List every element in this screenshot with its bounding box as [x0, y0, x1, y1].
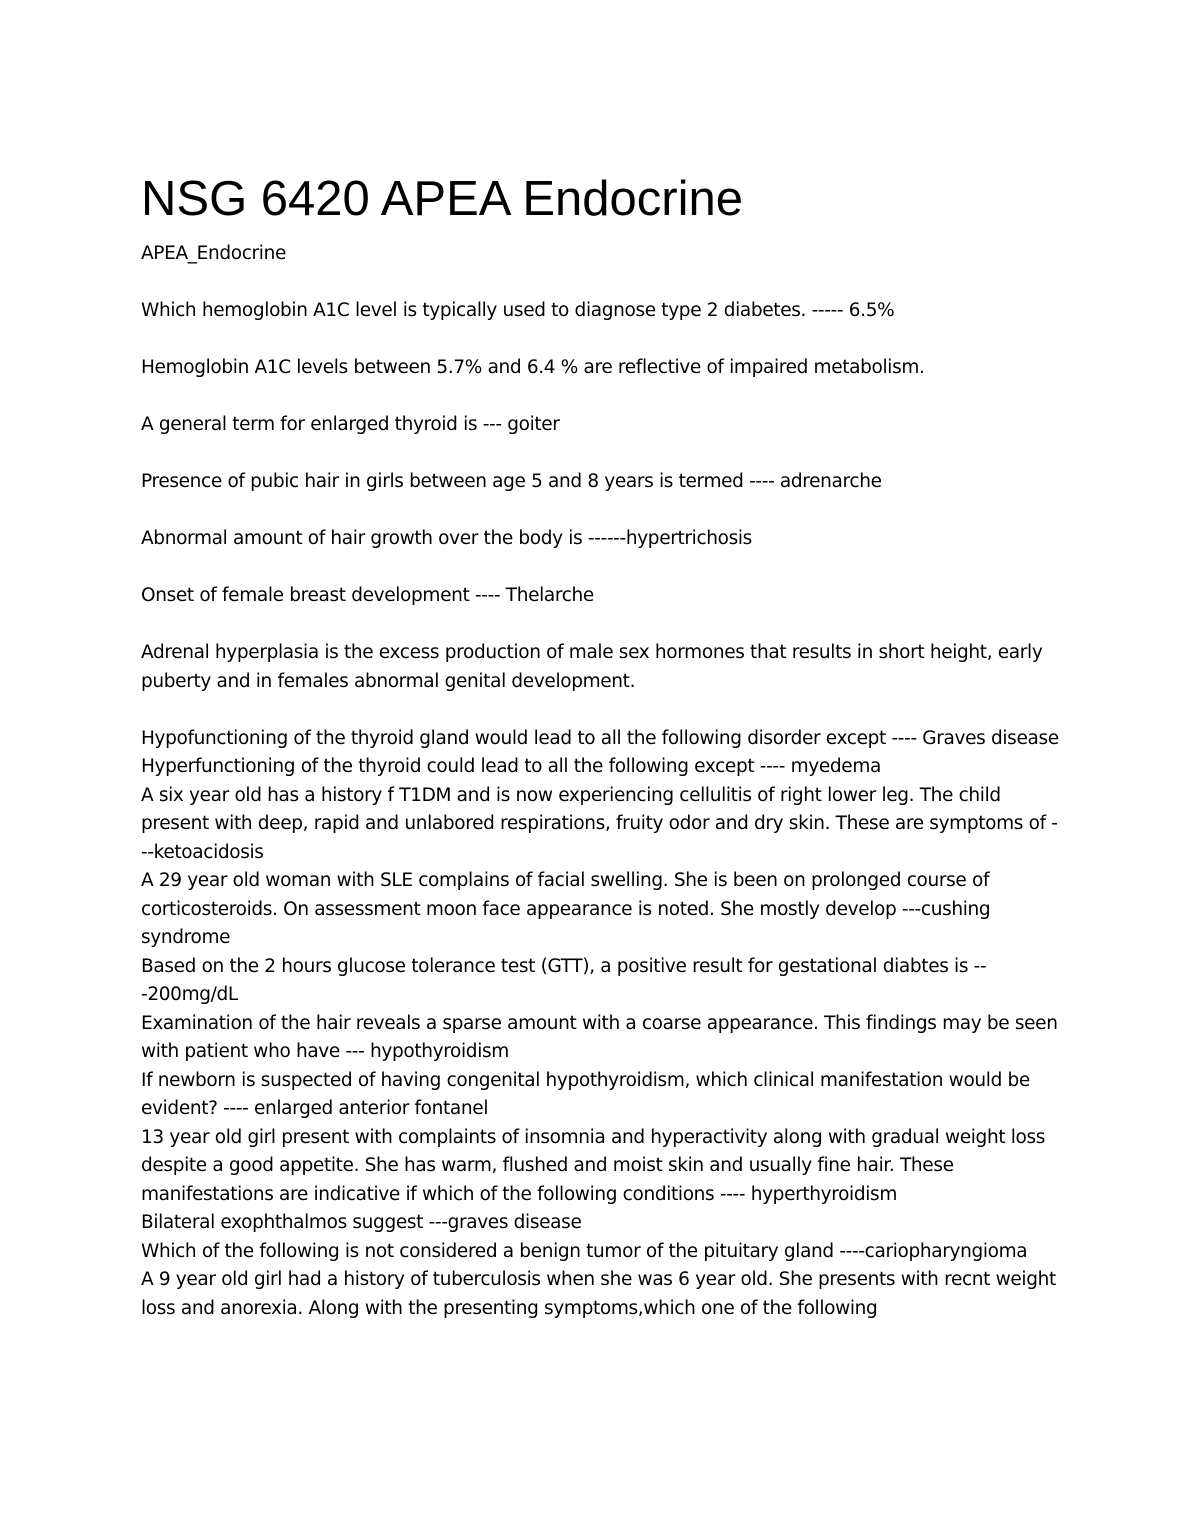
question-hyperfunctioning-thyroid: Hyperfunctioning of the thyroid could lead to all the following except ---- myedema — [141, 756, 881, 777]
question-hypertrichosis: Abnormal amount of hair growth over the body is ------hypertrichosis — [141, 528, 752, 549]
question-congenital-hypothyroidism: If newborn is suspected of having congenital hypothyroidism, which clinical manifestation would be evident? ---- enlarged anterior fontanel — [141, 1069, 1030, 1119]
question-ketoacidosis: A six year old has a history f T1DM and is now experiencing cellulitis of right lower leg. The child present with deep, rapid and unlabored respirations, fruity odor and dry skin. These are symptoms of ---ketoacidosis — [141, 784, 1058, 863]
question-pituitary-tumor: Which of the following is not considered a benign tumor of the pituitary gland ----cariopharyngioma — [141, 1240, 1028, 1262]
question-hypofunctioning-thyroid: Hypofunctioning of the thyroid gland would lead to all the following disorder except ---- Graves disease — [141, 727, 1059, 749]
question-cushing-syndrome: A 29 year old woman with SLE complains of facial swelling. She is been on prolonged course of corticosteroids. On assessment moon face appearance is noted. She mostly develop ---cushing syndrome — [141, 870, 991, 948]
question-tuberculosis: A 9 year old girl had a history of tuberculosis when she was 6 year old. She presents with recnt weight loss and anorexia. Along with the presenting symptoms,which one of the following — [141, 1269, 1056, 1319]
question-hyperthyroidism: 13 year old girl present with complaints of insomnia and hyperactivity along with gradual weight loss despite a good appetite. She has warm, flushed and moist skin and usually fine hair. These manifestations are indicative if which of the following conditions ---- hyperthyroidism — [141, 1126, 1046, 1205]
question-a1c-diagnosis: Which hemoglobin A1C level is typically used to diagnose type 2 diabetes. ----- 6.5% — [141, 300, 895, 321]
question-goiter: A general term for enlarged thyroid is --- goiter — [141, 414, 560, 435]
question-gtt: Based on the 2 hours glucose tolerance test (GTT), a positive result for gestational diabtes is ---200mg/dL — [141, 955, 987, 1005]
document-subtitle: APEA_Endocrine — [141, 243, 287, 264]
question-exophthalmos: Bilateral exophthalmos suggest ---graves disease — [141, 1212, 582, 1233]
question-adrenarche: Presence of pubic hair in girls between age 5 and 8 years is termed ---- adrenarche — [141, 471, 882, 492]
question-a1c-impaired: Hemoglobin A1C levels between 5.7% and 6.4 % are reflective of impaired metabolism. — [141, 357, 925, 378]
document-body — [141, 240, 1061, 1323]
question-hypothyroidism-hair: Examination of the hair reveals a sparse amount with a coarse appearance. This findings may be seen with patient who have --- hypothyroidism — [141, 1012, 1058, 1062]
question-thelarche: Onset of female breast development ---- Thelarche — [141, 585, 594, 606]
question-adrenal-hyperplasia: Adrenal hyperplasia is the excess production of male sex hormones that results in short height, early puberty and in females abnormal genital development. — [141, 642, 1043, 692]
document-title: NSG 6420 APEA Endocrine — [141, 172, 743, 226]
